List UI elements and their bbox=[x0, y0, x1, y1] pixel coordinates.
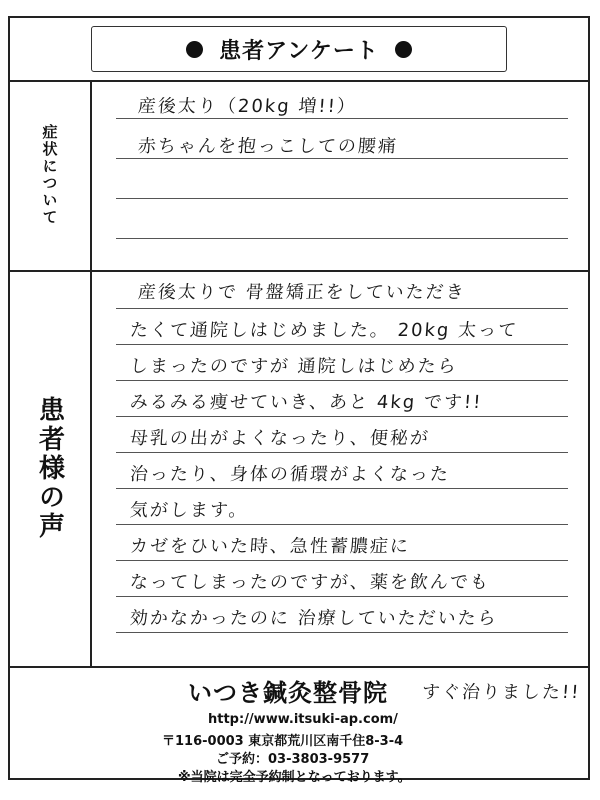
voice-line: 母乳の出がよくなったり、便秘が bbox=[129, 428, 431, 449]
voice-line: 効かなかったのに 治療していただいたら bbox=[129, 608, 499, 629]
ruled-line bbox=[116, 198, 568, 199]
ruled-line bbox=[116, 560, 568, 561]
title-bar bbox=[10, 18, 588, 80]
label-column-divider bbox=[90, 80, 92, 666]
clinic-footer bbox=[10, 666, 588, 785]
questionnaire-sheet bbox=[8, 16, 590, 785]
ruled-line bbox=[116, 488, 568, 489]
clinic-name: いつき鍼灸整骨院 bbox=[188, 679, 388, 707]
ruled-line bbox=[116, 380, 568, 381]
voice-line: みるみる痩せていき、あと 4kg です!! bbox=[129, 392, 484, 413]
ruled-line bbox=[116, 308, 568, 309]
divider bbox=[10, 270, 588, 272]
symptom-line: 赤ちゃんを抱っこしての腰痛 bbox=[137, 136, 399, 157]
reservation-note: ※当院は完全予約制となっております。 bbox=[178, 770, 411, 785]
voice-line: 産後太りで 骨盤矯正をしていただき bbox=[137, 282, 467, 303]
clinic-url: http://www.itsuki-ap.com/ bbox=[208, 712, 398, 727]
symptoms-label: 症状について bbox=[40, 124, 59, 226]
title-box bbox=[91, 26, 507, 72]
voice-line: すぐ治りました!! bbox=[421, 682, 582, 703]
voice-line: 気がします。 bbox=[129, 500, 250, 521]
ruled-line bbox=[116, 416, 568, 417]
form-title: 患者アンケート bbox=[219, 38, 379, 64]
clinic-phone: ご予約：03-3803-9577 bbox=[216, 752, 370, 767]
ruled-line bbox=[116, 632, 568, 633]
symptoms-label-cell bbox=[10, 80, 90, 270]
symptom-line: 産後太り（20kg 増!!） bbox=[137, 96, 358, 117]
ruled-line bbox=[116, 158, 568, 159]
ruled-line bbox=[116, 344, 568, 345]
bullet-dot-icon bbox=[186, 41, 203, 58]
ruled-line bbox=[116, 118, 568, 119]
clinic-address: 〒116-0003 東京都荒川区南千住8-3-4 bbox=[162, 734, 404, 749]
voice-line: しまったのですが 通院しはじめたら bbox=[129, 356, 459, 377]
voice-line: カゼをひいた時、急性蓄膿症に bbox=[129, 536, 411, 557]
voice-line: たくて通院しはじめました。 20kg 太って bbox=[129, 320, 519, 341]
ruled-line bbox=[116, 596, 568, 597]
voice-label-cell bbox=[10, 270, 90, 666]
voice-line: なってしまったのですが、薬を飲んでも bbox=[129, 572, 491, 593]
voice-line: 治ったり、身体の循環がよくなった bbox=[129, 464, 451, 485]
bullet-dot-icon bbox=[395, 41, 412, 58]
ruled-line bbox=[116, 452, 568, 453]
ruled-line bbox=[116, 524, 568, 525]
voice-label: 患者様の声 bbox=[34, 395, 65, 541]
ruled-line bbox=[116, 238, 568, 239]
divider bbox=[10, 80, 588, 82]
